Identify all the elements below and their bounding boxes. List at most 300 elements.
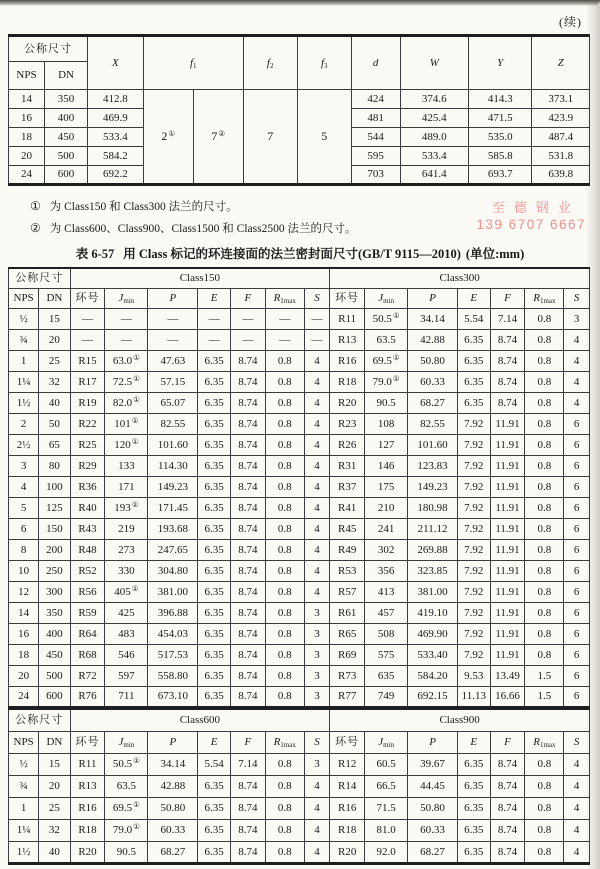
cell: R59	[70, 602, 105, 623]
footnote-2-marker: ②	[30, 220, 41, 235]
cell: —	[304, 308, 330, 329]
cell: 0.8	[265, 602, 304, 623]
cell: 92.0	[365, 841, 408, 863]
footnote-ref: ①	[131, 499, 139, 509]
cell: 79.0①	[105, 819, 148, 841]
cell: 8.74	[490, 819, 525, 841]
cell: 641.4	[400, 166, 469, 185]
header-row-1	[9, 268, 590, 288]
table-name: 用 Class 标记的环连接面的法兰密封面尺寸(GB/T 9115—2010)	[123, 247, 461, 262]
cell: 584.20	[408, 665, 458, 686]
cell: 90.5	[105, 841, 148, 863]
cell: 8.74	[230, 560, 265, 581]
col-label: F	[504, 292, 511, 305]
col-header	[70, 731, 105, 753]
cell: R13	[70, 775, 105, 797]
cell: 600	[39, 686, 70, 707]
cell: 108	[365, 413, 408, 434]
cell: 82.55	[408, 413, 458, 434]
table-row	[9, 819, 590, 841]
cell: 79.0①	[365, 371, 408, 392]
table-row	[9, 581, 590, 602]
cell: 3	[304, 602, 330, 623]
footnote-ref: ①	[131, 583, 139, 593]
cell: 8.74	[230, 623, 265, 644]
col-header	[105, 731, 148, 753]
table-head	[9, 709, 590, 753]
cell: 6.35	[458, 797, 491, 819]
cell: 65	[39, 434, 70, 455]
cell: 14	[9, 90, 45, 109]
cell-spanned: 7	[243, 90, 297, 185]
cell: 6.35	[198, 497, 231, 518]
cell: 3	[304, 753, 330, 775]
cell: 0.8	[265, 841, 304, 863]
cell: 16.66	[490, 686, 525, 707]
cell: 692.2	[88, 166, 144, 185]
table-6-57-title	[0, 244, 600, 262]
col-label: E	[210, 736, 218, 749]
cell: 0.8	[265, 476, 304, 497]
col-label: J	[118, 736, 124, 749]
cell: 6	[564, 665, 590, 686]
footnote-ref: ①	[392, 310, 400, 320]
col-label: X	[112, 56, 119, 69]
cell: 250	[39, 560, 70, 581]
col-label: J	[378, 736, 384, 749]
col-header	[490, 731, 525, 753]
col-label: F	[244, 292, 252, 305]
cell: R17	[70, 371, 105, 392]
cell: 425	[105, 602, 148, 623]
table-row	[9, 329, 590, 350]
cell: 15	[39, 308, 70, 329]
cell: 57.15	[148, 371, 198, 392]
cell: 8.74	[230, 392, 265, 413]
cell: 0.8	[525, 819, 564, 841]
col-header	[351, 36, 400, 90]
cell: 533.4	[400, 147, 469, 166]
cell: 544	[351, 128, 400, 147]
col-header	[469, 36, 532, 90]
cell: 3	[304, 665, 330, 686]
cell: 5	[9, 497, 39, 518]
cell: 16	[9, 109, 45, 128]
scan-top-edge-shadow	[0, 0, 600, 6]
cell: 273	[105, 539, 148, 560]
cell: 63.5	[105, 775, 148, 797]
cell: 0.8	[525, 497, 564, 518]
cell: R18	[70, 819, 105, 841]
cell: R29	[70, 455, 105, 476]
cell: 8.74	[230, 686, 265, 707]
cell: 40	[39, 841, 70, 863]
cell: 5.54	[458, 308, 491, 329]
table-row	[9, 539, 590, 560]
table-row	[9, 644, 590, 665]
cell: 0.8	[525, 623, 564, 644]
cell: 4	[304, 819, 330, 841]
col-header	[198, 288, 231, 308]
col-header	[88, 36, 144, 90]
cell: 3	[304, 623, 330, 644]
cell: 6.35	[198, 371, 231, 392]
footnote-ref: ①	[133, 373, 140, 383]
cell: 0.8	[525, 455, 564, 476]
cell: 11.91	[490, 644, 525, 665]
col-header	[458, 288, 491, 308]
cell: 4	[304, 350, 330, 371]
cell: R31	[330, 455, 365, 476]
cell: 219	[105, 518, 148, 539]
dn-header: DN	[39, 288, 70, 308]
cell: 6.35	[198, 392, 231, 413]
cell: 400	[45, 109, 88, 128]
cell: 6.35	[458, 841, 491, 863]
footnote-ref: ①	[133, 800, 140, 810]
cell: 11.91	[490, 413, 525, 434]
cell: 413	[365, 581, 408, 602]
class-right-header: Class300	[330, 268, 590, 288]
cell: 0.8	[265, 775, 304, 797]
col-header	[532, 36, 590, 90]
cell: 558.80	[148, 665, 198, 686]
cell: 0.8	[265, 539, 304, 560]
cell: 211.12	[408, 518, 458, 539]
col-label: E	[470, 292, 478, 305]
cell: 101.60	[148, 434, 198, 455]
table-row	[9, 797, 590, 819]
cell: 6.35	[198, 413, 231, 434]
cell: 133	[105, 455, 148, 476]
cell: 374.6	[400, 90, 469, 109]
col-label-subscript: 1max	[539, 741, 556, 750]
nps-header: NPS	[9, 731, 39, 753]
cell: 400	[39, 623, 70, 644]
cell: 71.5	[365, 797, 408, 819]
col-label: d	[372, 56, 379, 69]
cell: 1	[9, 797, 39, 819]
cell: R48	[70, 539, 105, 560]
cell: 12	[9, 581, 39, 602]
table-row	[9, 497, 590, 518]
cell: 302	[365, 539, 408, 560]
cell: 34.14	[148, 753, 198, 775]
cell: —	[70, 329, 105, 350]
table-row	[9, 602, 590, 623]
cell: 6	[564, 644, 590, 665]
watermark-company-name: 至德钢业	[491, 200, 580, 215]
cell: 0.8	[265, 581, 304, 602]
nps-header: NPS	[9, 62, 45, 90]
cell: 8.74	[230, 841, 265, 863]
cell: 123.83	[408, 455, 458, 476]
cell: 60.5	[365, 753, 408, 775]
col-header	[265, 731, 304, 753]
footnote-ref: ①	[131, 415, 139, 425]
footnote-ref: ①	[133, 822, 140, 832]
cell: 8.74	[230, 455, 265, 476]
cell: 1.5	[525, 686, 564, 707]
cell: —	[230, 329, 265, 350]
col-label: P	[429, 292, 436, 305]
cell: 0.8	[525, 753, 564, 775]
cell: 32	[39, 819, 70, 841]
cell: 8	[9, 539, 39, 560]
cell: 146	[365, 455, 408, 476]
cell: R18	[330, 819, 365, 841]
cell: 20	[9, 665, 39, 686]
cell: 487.4	[532, 128, 590, 147]
cell: R22	[70, 413, 105, 434]
dn-header: DN	[39, 731, 70, 753]
col-label: J	[378, 292, 384, 305]
cell: 127	[365, 434, 408, 455]
cell: ½	[9, 308, 39, 329]
cell: 0.8	[525, 518, 564, 539]
cell: 0.8	[525, 371, 564, 392]
cell: R57	[330, 581, 365, 602]
cell: 6.35	[198, 602, 231, 623]
cell: 11.91	[490, 623, 525, 644]
cell: 5.54	[198, 753, 231, 775]
cell: 6.35	[198, 623, 231, 644]
cell: 0.8	[265, 819, 304, 841]
cell: 7.92	[458, 623, 491, 644]
cell: 200	[39, 539, 70, 560]
cell: —	[105, 308, 148, 329]
cell: 2	[9, 413, 39, 434]
cell: R45	[330, 518, 365, 539]
table-row	[9, 455, 590, 476]
cell: 6.35	[198, 581, 231, 602]
cell: 7.92	[458, 434, 491, 455]
cell: R69	[330, 644, 365, 665]
cell: 269.88	[408, 539, 458, 560]
col-label-subscript: 2	[269, 61, 274, 70]
cell: 7.92	[458, 455, 491, 476]
cell: 6	[564, 623, 590, 644]
table-row	[9, 686, 590, 707]
cell: 6.35	[198, 518, 231, 539]
footnote-ref: ①	[133, 756, 140, 766]
cell: 8.74	[230, 371, 265, 392]
cell: 483	[105, 623, 148, 644]
cell: R72	[70, 665, 105, 686]
cell: 69.5①	[105, 797, 148, 819]
cell: 1	[9, 350, 39, 371]
cell: ¾	[9, 329, 39, 350]
table-number: 表 6-57	[75, 247, 115, 262]
cell: 11.91	[490, 497, 525, 518]
cell: 4	[564, 819, 590, 841]
cell: 4	[304, 455, 330, 476]
cell: 9.53	[458, 665, 491, 686]
cell: 0.8	[525, 434, 564, 455]
col-header	[198, 731, 231, 753]
continuation-dimension-table	[8, 34, 590, 186]
col-label: 环号	[335, 292, 360, 305]
class-left-header: Class600	[70, 709, 330, 731]
cell: 44.45	[408, 775, 458, 797]
cell: 20	[9, 147, 45, 166]
cell: 6.35	[198, 665, 231, 686]
col-header	[365, 288, 408, 308]
col-label: W	[429, 56, 439, 69]
table-body	[9, 308, 590, 707]
cell: 396.88	[148, 602, 198, 623]
cell: 50.80	[408, 350, 458, 371]
cell: 20	[39, 329, 70, 350]
cell: 101①	[105, 413, 148, 434]
cell: 6.35	[458, 819, 491, 841]
cell: 471.5	[469, 109, 532, 128]
cell: 489.0	[400, 128, 469, 147]
cell: 0.8	[265, 665, 304, 686]
cell: 457	[365, 602, 408, 623]
cell: 193.68	[148, 518, 198, 539]
cell: —	[198, 308, 231, 329]
cell: —	[70, 308, 105, 329]
cell: 13.49	[490, 665, 525, 686]
cell: 6	[564, 560, 590, 581]
cell: 8.74	[230, 497, 265, 518]
cell: 11.91	[490, 539, 525, 560]
table-row	[9, 665, 590, 686]
cell: 4	[564, 841, 590, 863]
col-label: E	[210, 292, 218, 305]
cell: 4	[304, 775, 330, 797]
cell: 8.74	[490, 775, 525, 797]
cell: 4	[304, 476, 330, 497]
col-label: R	[273, 736, 281, 749]
cell: 18	[9, 128, 45, 147]
col-label: F	[504, 736, 511, 749]
table-row	[9, 623, 590, 644]
cell: 8.74	[490, 841, 525, 863]
header-row-2	[9, 288, 590, 308]
cell: 381.00	[148, 581, 198, 602]
cell: 66.5	[365, 775, 408, 797]
cell: 16	[9, 623, 39, 644]
cell: R53	[330, 560, 365, 581]
cell: 6.35	[198, 455, 231, 476]
cell: 6.35	[458, 350, 491, 371]
cell: ½	[9, 753, 39, 775]
cell: R20	[70, 841, 105, 863]
cell: 150	[39, 518, 70, 539]
col-label: P	[169, 736, 177, 749]
cell: 7.92	[458, 476, 491, 497]
cell: 749	[365, 686, 408, 707]
cell: 193①	[105, 497, 148, 518]
header-row-1	[9, 709, 590, 731]
cell: 42.88	[408, 329, 458, 350]
cell: —	[265, 308, 304, 329]
cell: 1½	[9, 841, 39, 863]
cell: 0.8	[525, 413, 564, 434]
cell: R16	[70, 797, 105, 819]
cell: 8.74	[230, 434, 265, 455]
col-label: 环号	[75, 292, 100, 305]
cell: 0.8	[525, 560, 564, 581]
cell: 4	[304, 392, 330, 413]
class-right-header: Class900	[330, 709, 590, 731]
footnote-ref: ①	[392, 352, 400, 362]
cell: 68.27	[408, 392, 458, 413]
cell: 693.7	[469, 166, 532, 185]
cell: 4	[304, 497, 330, 518]
class-left-header: Class150	[70, 268, 330, 288]
cell: 0.8	[525, 308, 564, 329]
cell: 8.74	[230, 476, 265, 497]
col-header	[400, 36, 469, 90]
cell: 34.14	[408, 308, 458, 329]
cell: 4	[304, 797, 330, 819]
col-header	[564, 288, 590, 308]
cell: 8.74	[490, 753, 525, 775]
cell: 50	[39, 413, 70, 434]
cell: 47.63	[148, 350, 198, 371]
col-label: S	[314, 292, 320, 305]
cell: 7.92	[458, 497, 491, 518]
footnote-1-text: 为 Class150 和 Class300 法兰的尺寸。	[49, 201, 238, 213]
continued-label: (续)	[559, 15, 582, 29]
cell: 0.8	[525, 602, 564, 623]
table-row	[9, 775, 590, 797]
cell: 6.35	[198, 434, 231, 455]
cell: 0.8	[265, 686, 304, 707]
col-label: S	[314, 736, 320, 749]
header-row-2	[9, 731, 590, 753]
cell: 11.13	[458, 686, 491, 707]
cell: 481	[351, 109, 400, 128]
col-header	[105, 288, 148, 308]
table-row	[9, 90, 590, 109]
col-header	[148, 731, 198, 753]
cell: 304.80	[148, 560, 198, 581]
cell: 8.74	[230, 775, 265, 797]
watermark	[476, 197, 586, 232]
cell: 469.90	[408, 623, 458, 644]
cell: 635	[365, 665, 408, 686]
cell: R77	[330, 686, 365, 707]
table-row	[9, 392, 590, 413]
cell: 3	[304, 686, 330, 707]
cell: 692.15	[408, 686, 458, 707]
nominal-size-header: 公称尺寸	[9, 268, 71, 288]
cell: 6.35	[198, 686, 231, 707]
col-label: 环号	[75, 736, 100, 749]
col-label: 环号	[335, 736, 360, 749]
cell: 7.92	[458, 518, 491, 539]
cell: 4	[564, 392, 590, 413]
cell: 8.74	[230, 819, 265, 841]
cell: 50.5①	[365, 308, 408, 329]
cell: 8.74	[230, 644, 265, 665]
col-label: f	[266, 56, 270, 69]
cell: 584.2	[88, 147, 144, 166]
col-label: F	[244, 736, 252, 749]
table-row	[9, 560, 590, 581]
cell: 8.74	[230, 350, 265, 371]
cell: 0.8	[265, 371, 304, 392]
cell: 7.92	[458, 539, 491, 560]
cell: 114.30	[148, 455, 198, 476]
cell: R18	[330, 371, 365, 392]
cell: 210	[365, 497, 408, 518]
cell: 6.35	[198, 644, 231, 665]
